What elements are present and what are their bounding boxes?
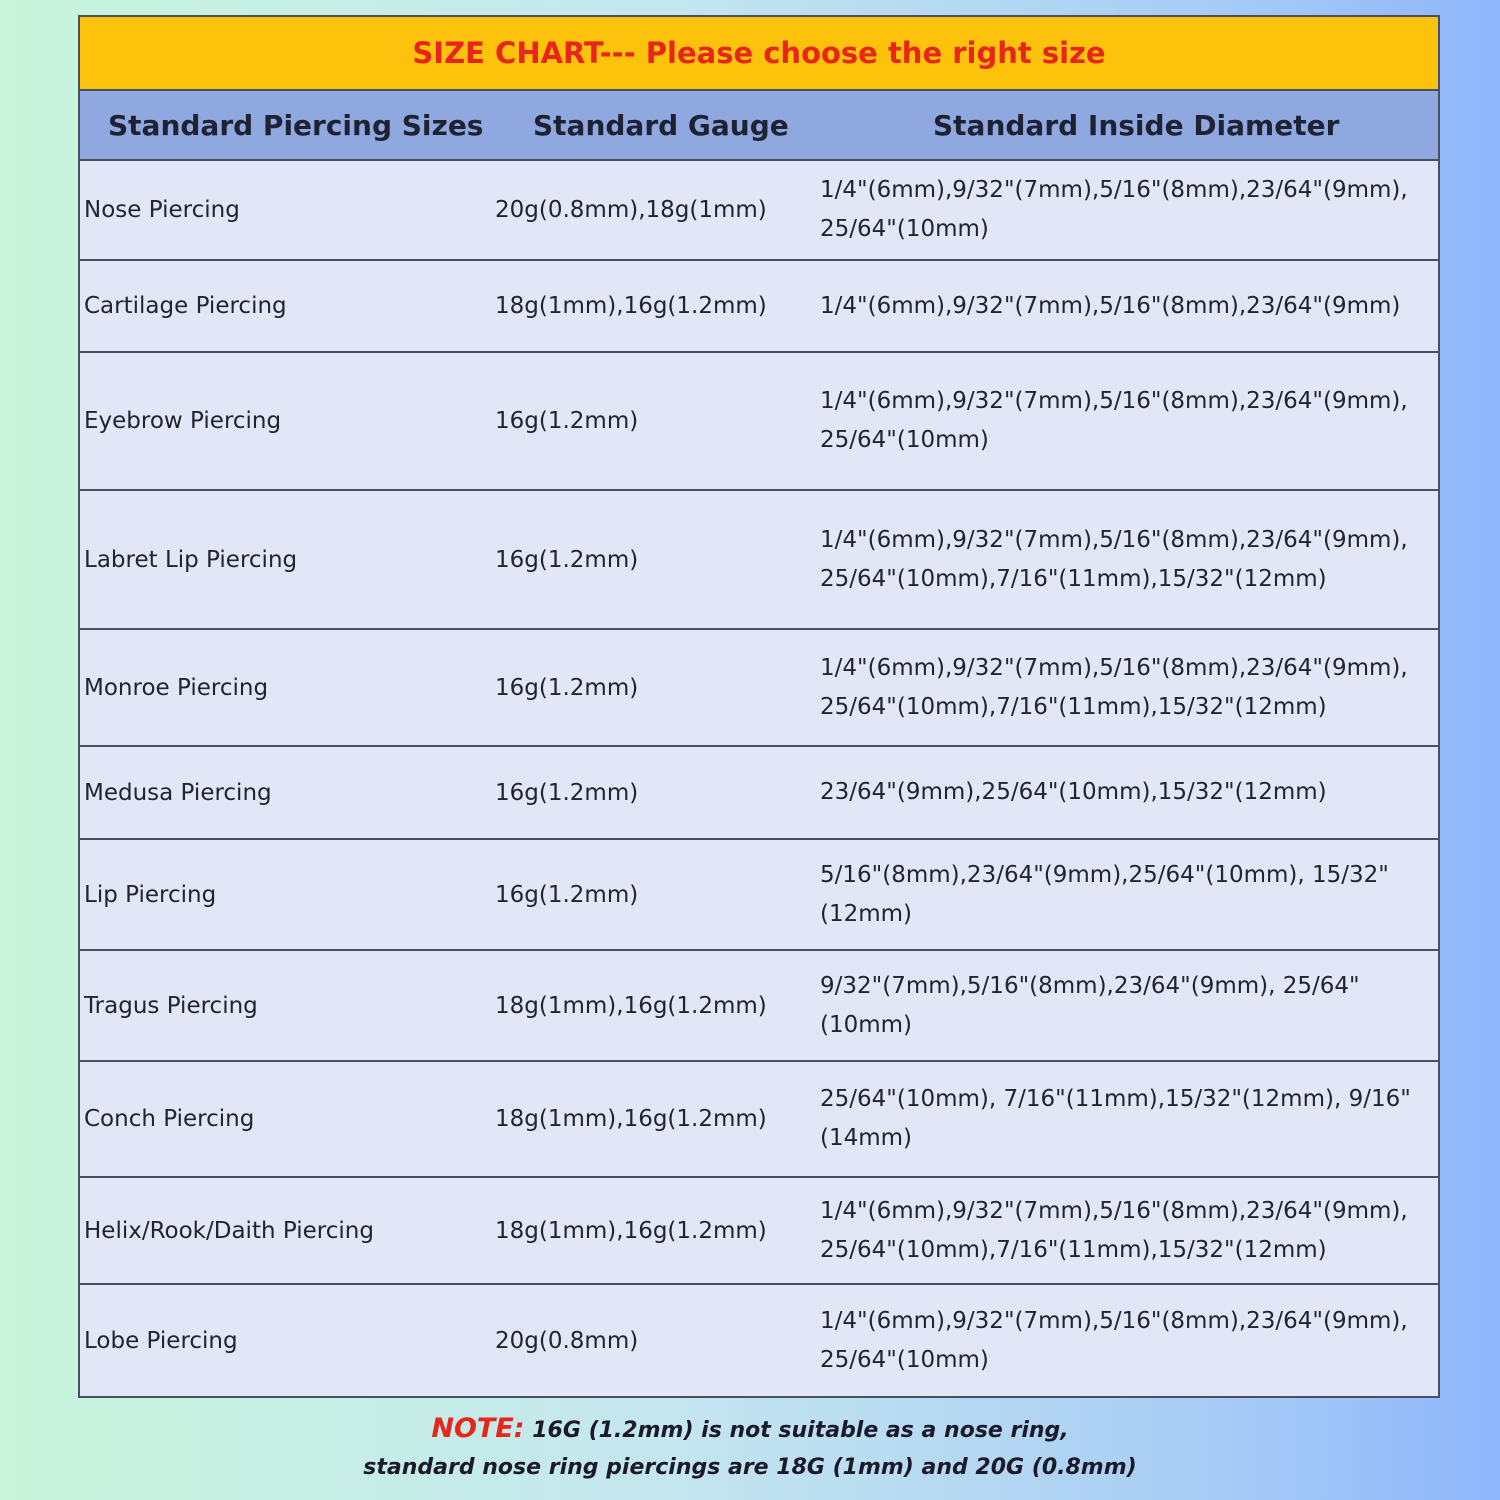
table-row	[80, 747, 1438, 840]
piercing-type-cell: Helix/Rook/Daith Piercing	[84, 1217, 374, 1244]
gauge-cell: 20g(0.8mm),18g(1mm)	[495, 197, 767, 223]
note-label: NOTE:	[431, 1413, 525, 1444]
gauge-cell: 18g(1mm),16g(1.2mm)	[495, 1217, 767, 1244]
gauge-cell: 18g(1mm),16g(1.2mm)	[495, 992, 767, 1019]
diameter-cell: 1/4"(6mm),9/32"(7mm),5/16"(8mm),23/64"(9mm), 25/64"(10mm)	[820, 388, 1408, 453]
piercing-type-cell: Lip Piercing	[84, 881, 217, 908]
piercing-type-cell: Labret Lip Piercing	[84, 546, 298, 573]
header-piercing-sizes: Standard Piercing Sizes	[108, 108, 484, 142]
header-gauge: Standard Gauge	[533, 108, 789, 142]
note-line-1: 16G (1.2mm) is not suitable as a nose ring,	[532, 1418, 1069, 1443]
footer-note	[0, 1410, 1500, 1486]
piercing-type-cell: Tragus Piercing	[84, 992, 258, 1019]
piercing-type-cell: Monroe Piercing	[84, 674, 269, 701]
table-row	[80, 630, 1438, 747]
piercing-type-cell: Nose Piercing	[84, 197, 240, 223]
chart-banner: SIZE CHART--- Please choose the right size	[80, 17, 1438, 91]
table-row	[80, 840, 1438, 951]
table-row	[80, 1178, 1438, 1285]
gauge-cell: 16g(1.2mm)	[495, 881, 639, 908]
table-row	[80, 161, 1438, 261]
gauge-cell: 18g(1mm),16g(1.2mm)	[495, 293, 767, 319]
table-row	[80, 951, 1438, 1062]
gauge-cell: 16g(1.2mm)	[495, 674, 639, 701]
piercing-type-cell: Eyebrow Piercing	[84, 408, 282, 434]
diameter-cell: 23/64"(9mm),25/64"(10mm),15/32"(12mm)	[820, 779, 1327, 805]
table-row	[80, 1285, 1438, 1396]
note-line-2: standard nose ring piercings are 18G (1mm) and 20G (0.8mm)	[363, 1455, 1137, 1480]
piercing-type-cell: Conch Piercing	[84, 1106, 255, 1132]
piercing-type-cell: Cartilage Piercing	[84, 293, 287, 319]
table-row	[80, 491, 1438, 630]
diameter-cell: 25/64"(10mm), 7/16"(11mm),15/32"(12mm), 9/16"(14mm)	[820, 1086, 1411, 1151]
piercing-type-cell: Lobe Piercing	[84, 1327, 238, 1354]
gauge-cell: 16g(1.2mm)	[495, 408, 639, 434]
gauge-cell: 20g(0.8mm)	[495, 1327, 639, 1354]
diameter-cell: 1/4"(6mm),9/32"(7mm),5/16"(8mm),23/64"(9mm), 25/64"(10mm)	[820, 177, 1408, 242]
diameter-cell: 5/16"(8mm),23/64"(9mm),25/64"(10mm), 15/32"(12mm)	[820, 861, 1389, 927]
piercing-type-cell: Medusa Piercing	[84, 779, 272, 806]
gauge-cell: 16g(1.2mm)	[495, 779, 639, 806]
header-row	[80, 91, 1438, 161]
header-inside-diameter: Standard Inside Diameter	[933, 108, 1340, 142]
gauge-cell: 18g(1mm),16g(1.2mm)	[495, 1106, 767, 1132]
table-row	[80, 1062, 1438, 1178]
size-chart-table	[78, 15, 1440, 1398]
diameter-cell: 1/4"(6mm),9/32"(7mm),5/16"(8mm),23/64"(9mm)	[820, 292, 1401, 319]
diameter-cell: 1/4"(6mm),9/32"(7mm),5/16"(8mm),23/64"(9mm), 25/64"(10mm)	[820, 1307, 1408, 1373]
diameter-cell: 1/4"(6mm),9/32"(7mm),5/16"(8mm),23/64"(9mm), 25/64"(10mm),7/16"(11mm),15/32"(12mm)	[820, 1197, 1408, 1263]
diameter-cell: 9/32"(7mm),5/16"(8mm),23/64"(9mm), 25/64"(10mm)	[820, 972, 1360, 1038]
table-row	[80, 353, 1438, 491]
table-row	[80, 261, 1438, 353]
gauge-cell: 16g(1.2mm)	[495, 546, 639, 573]
diameter-cell: 1/4"(6mm),9/32"(7mm),5/16"(8mm),23/64"(9mm), 25/64"(10mm),7/16"(11mm),15/32"(12mm)	[820, 526, 1408, 592]
diameter-cell: 1/4"(6mm),9/32"(7mm),5/16"(8mm),23/64"(9mm), 25/64"(10mm),7/16"(11mm),15/32"(12mm)	[820, 654, 1408, 720]
